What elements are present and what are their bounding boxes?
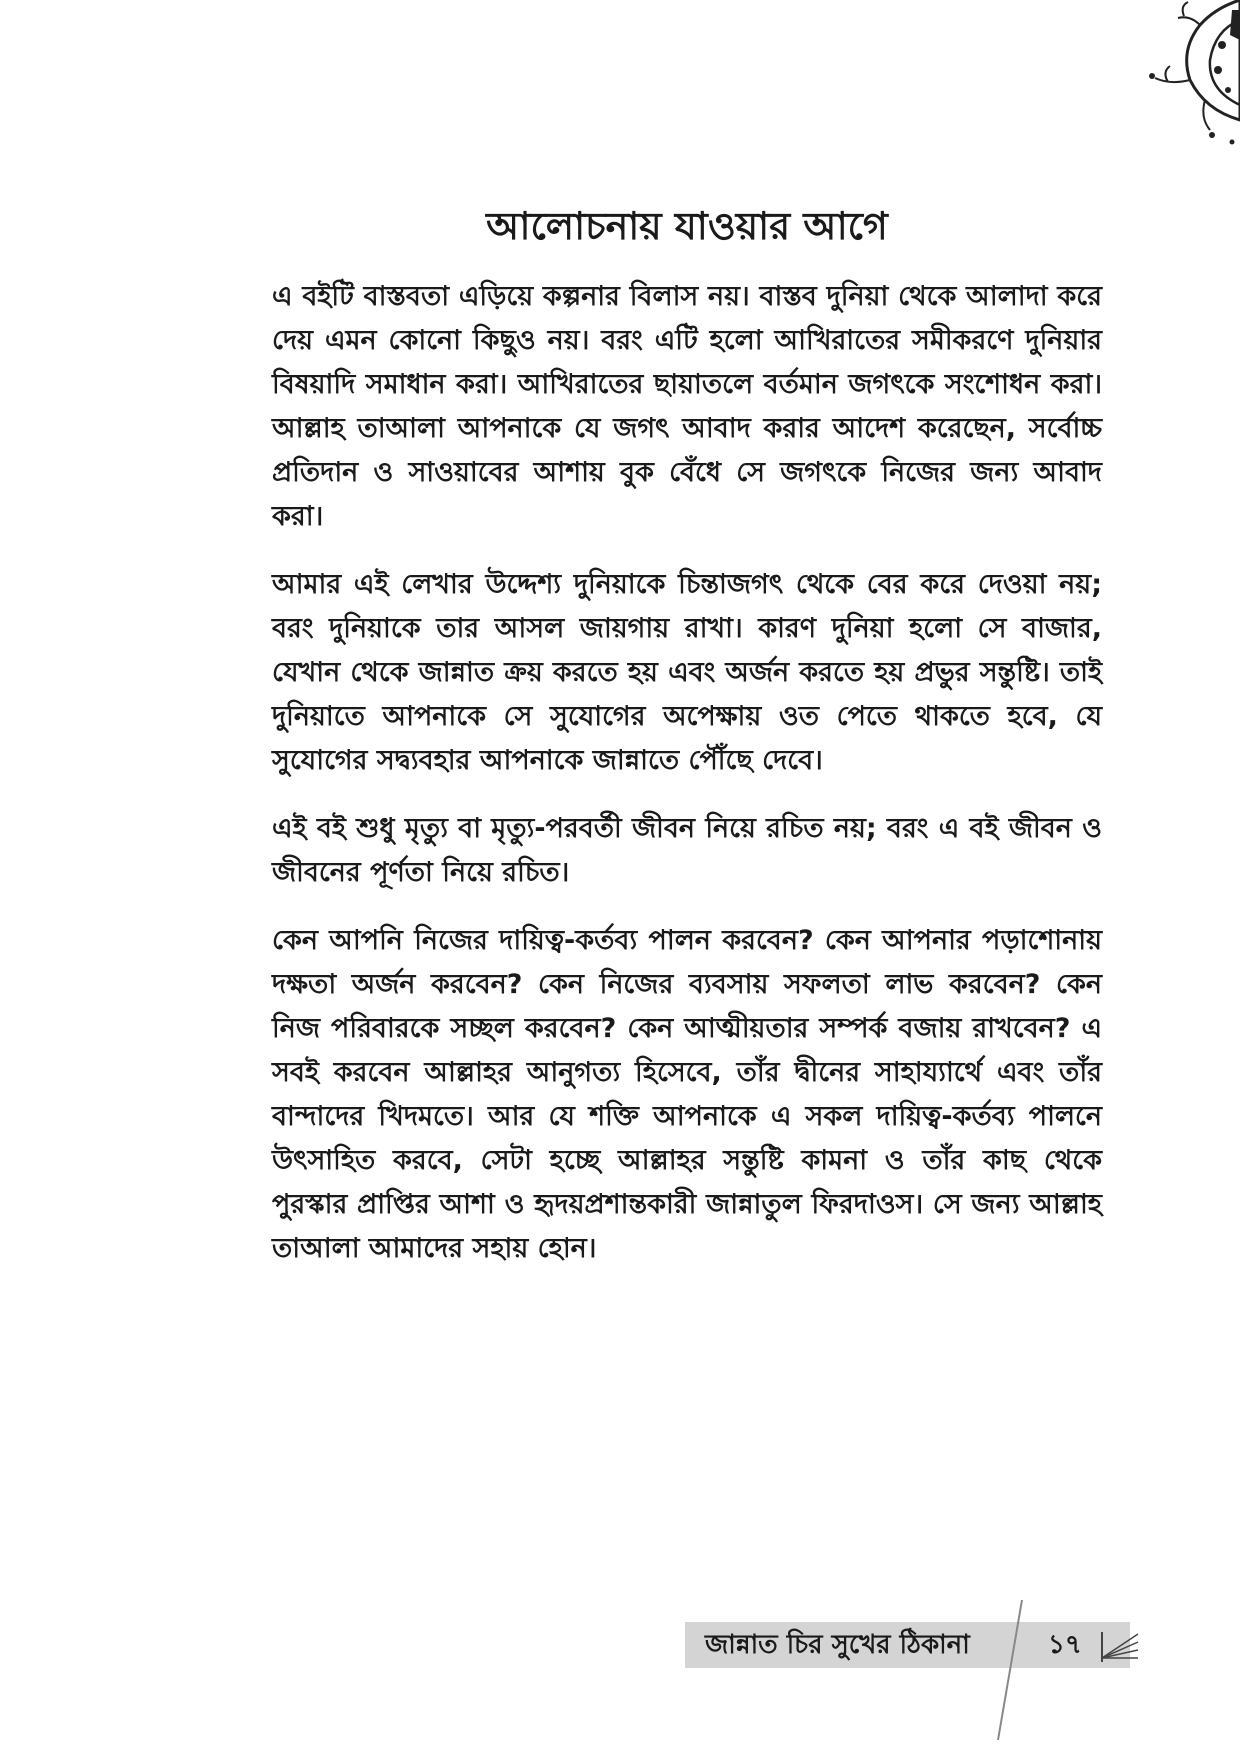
page-number: ১৭ xyxy=(1048,1630,1082,1660)
footer-divider-icon xyxy=(990,1600,1030,1740)
paragraph-4: কেন আপনি নিজের দায়িত্ব-কর্তব্য পালন করবেন? কেন আপনার পড়াশোনায় দক্ষতা অর্জন করবেন? কেন নিজের ব্যবসায় সফলতা লাভ করবেন? কেন নিজ পরিবারকে সচ্ছল করবেন? কেন আত্মীয়তার সম্পর্ক বজায় রাখবেন? এ সবই করবেন আল্লাহর আনুগত্য হিসেবে, তাঁর দ্বীনের সাহায্যার্থে এবং তাঁর বান্দাদের খিদমতে। আর যে শক্তি আপনাকে এ সকল দায়িত্ব-কর্তব্য পালনে উৎসাহিত করবে, সেটা হচ্ছে আল্লাহর সন্তুষ্টি কামনা ও তাঁর কাছ থেকে পুরস্কার প্রাপ্তির আশা ও হৃদয়প্রশান্তকারী জান্নাতুল ফিরদাওস। সে জন্য আল্লাহ তাআলা আমাদের সহায় হোন। xyxy=(272,925,1102,1264)
paragraph-2: আমার এই লেখার উদ্দেশ্য দুনিয়াকে চিন্তাজগৎ থেকে বের করে দেওয়া নয়; বরং দুনিয়াকে তার আসল জায়গায় রাখা। কারণ দুনিয়া হলো সে বাজার, যেখান থেকে জান্নাত ক্রয় করতে হয় এবং অর্জন করতে হয় প্রভুর সন্তুষ্টি। তাই দুনিয়াতে আপনাকে সে সুযোগের অপেক্ষায় ওত পেতে থাকতে হবে, যে সুযোগের সদ্ব্যবহার আপনাকে জান্নাতে পৌঁছে দেবে। xyxy=(272,569,1102,776)
page-title: আলোচনায় যাওয়ার আগে xyxy=(486,204,888,248)
body-text xyxy=(272,275,1102,1295)
paragraph-1: এ বইটি বাস্তবতা এড়িয়ে কল্পনার বিলাস নয়। বাস্তব দুনিয়া থেকে আলাদা করে দেয় এমন কোনো কিছুও নয়। বরং এটি হলো আখিরাতের সমীকরণে দুনিয়ার বিষয়াদি সমাধান করা। আখিরাতের ছায়াতলে বর্তমান জগৎকে সংশোধন করা। আল্লাহ তাআলা আপনাকে যে জগৎ আবাদ করার আদেশ করেছেন, সর্বোচ্চ প্রতিদান ও সাওয়াবের আশায় বুক বেঁধে সে জগৎকে নিজের জন্য আবাদ করা। xyxy=(272,281,1102,532)
footer-lines-icon xyxy=(1100,1628,1140,1664)
footer-book-title: জান্নাত চির সুখের ঠিকানা xyxy=(705,1630,970,1660)
corner-ornament-icon xyxy=(1110,0,1240,150)
paragraph-3: এই বই শুধু মৃত্যু বা মৃত্যু-পরবর্তী জীবন নিয়ে রচিত নয়; বরং এ বই জীবন ও জীবনের পূর্ণতা নিয়ে রচিত। xyxy=(272,813,1102,888)
